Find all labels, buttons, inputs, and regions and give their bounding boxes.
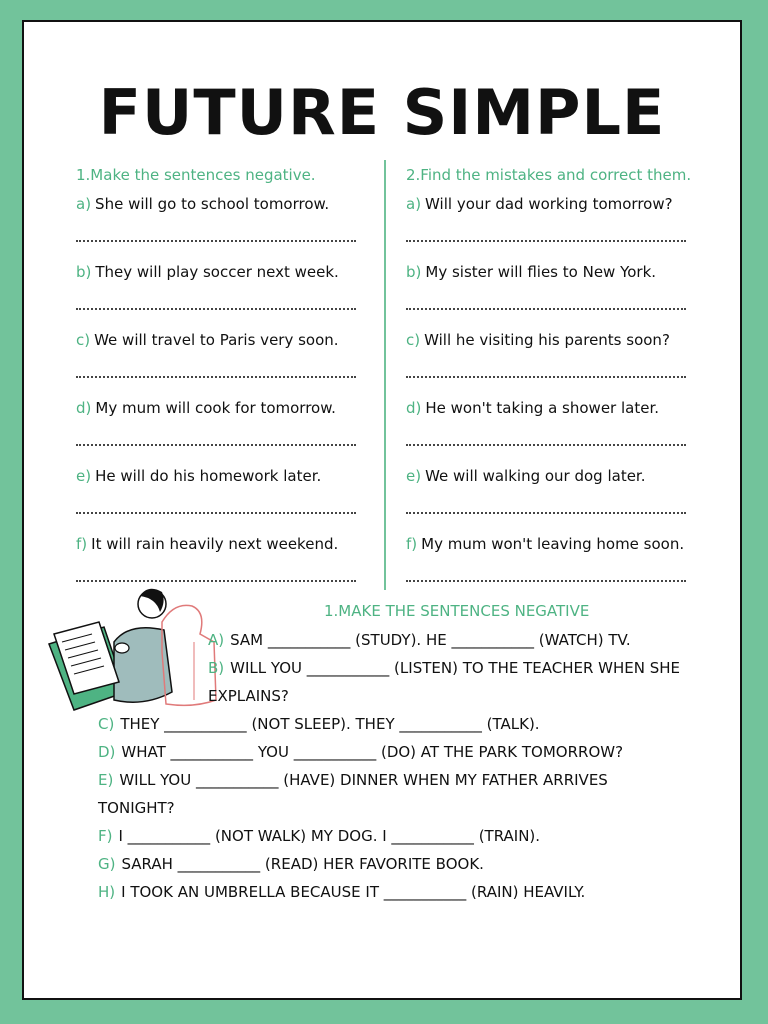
item-text: My mum won't leaving home soon. [421, 535, 685, 553]
exercise-line [98, 766, 718, 794]
item-letter: f) [406, 535, 418, 553]
exercise-line [98, 850, 718, 878]
exercise-item [76, 466, 366, 514]
item-text: We will walking our dog later. [425, 467, 646, 485]
item-text: WHAT ___________ YOU ___________ (DO) AT THE PARK TOMORROW? [121, 743, 624, 761]
section-heading: 1.Make the sentences negative. [76, 166, 316, 184]
exercise-line [98, 626, 718, 654]
item-letter: e) [76, 467, 92, 485]
section-heading: 1.MAKE THE SENTENCES NEGATIVE [324, 602, 590, 620]
exercise-item [406, 194, 696, 242]
answer-line[interactable] [76, 308, 356, 310]
fill-in-exercise [98, 626, 718, 906]
exercise-item [76, 194, 366, 242]
exercise-line [98, 682, 718, 710]
answer-line[interactable] [406, 240, 686, 242]
answer-line[interactable] [76, 444, 356, 446]
item-text: THEY ___________ (NOT SLEEP). THEY ___________ (TALK). [120, 715, 540, 733]
exercise-line [98, 822, 718, 850]
item-text: My mum will cook for tomorrow. [95, 399, 336, 417]
answer-line[interactable] [76, 376, 356, 378]
item-letter: f) [76, 535, 88, 553]
exercise-line [98, 710, 718, 738]
item-letter: H) [98, 883, 116, 901]
page-title: FUTURE SIMPLE [98, 76, 666, 149]
item-letter: b) [76, 263, 92, 281]
section-make-negative [76, 160, 366, 602]
item-text: SARAH ___________ (READ) HER FAVORITE BOOK. [121, 855, 484, 873]
exercise-item [76, 398, 366, 446]
answer-line[interactable] [76, 240, 356, 242]
section-find-mistakes [406, 160, 696, 602]
exercise-item [406, 330, 696, 378]
item-text: My sister will flies to New York. [425, 263, 657, 281]
item-letter: a) [76, 195, 92, 213]
exercise-item [76, 330, 366, 378]
exercise-item [76, 534, 366, 582]
item-letter: a) [406, 195, 422, 213]
answer-line[interactable] [76, 512, 356, 514]
item-text: SAM ___________ (STUDY). HE ___________ (WATCH) TV. [230, 631, 631, 649]
item-letter: G) [98, 855, 116, 873]
item-letter: F) [98, 827, 113, 845]
item-text: She will go to school tomorrow. [95, 195, 330, 213]
item-letter: B) [208, 659, 225, 677]
exercise-line [98, 794, 718, 822]
item-text: Will he visiting his parents soon? [424, 331, 670, 349]
exercise-item [406, 466, 696, 514]
answer-line[interactable] [406, 444, 686, 446]
item-text: It will rain heavily next weekend. [91, 535, 339, 553]
answer-line[interactable] [406, 580, 686, 582]
worksheet [22, 20, 742, 1000]
item-letter: E) [98, 771, 114, 789]
item-letter: C) [98, 715, 115, 733]
item-text: WILL YOU ___________ (LISTEN) TO THE TEACHER WHEN SHE [230, 659, 681, 677]
item-letter: c) [76, 331, 91, 349]
column-divider [384, 160, 386, 590]
exercise-item [406, 398, 696, 446]
item-text: WILL YOU ___________ (HAVE) DINNER WHEN MY FATHER ARRIVES [119, 771, 608, 789]
item-letter: d) [76, 399, 92, 417]
answer-line[interactable] [406, 512, 686, 514]
exercise-item [406, 262, 696, 310]
section-heading: 2.Find the mistakes and correct them. [406, 166, 692, 184]
item-text: I TOOK AN UMBRELLA BECAUSE IT ___________ (RAIN) HEAVILY. [121, 883, 586, 901]
exercise-line [98, 654, 718, 682]
item-text: He won't taking a shower later. [425, 399, 660, 417]
item-letter: d) [406, 399, 422, 417]
item-text: I ___________ (NOT WALK) MY DOG. I ___________ (TRAIN). [118, 827, 541, 845]
answer-line[interactable] [406, 308, 686, 310]
item-letter: A) [208, 631, 225, 649]
item-text: We will travel to Paris very soon. [94, 331, 339, 349]
exercise-line [98, 738, 718, 766]
item-letter: b) [406, 263, 422, 281]
item-text: Will your dad working tomorrow? [425, 195, 673, 213]
exercise-line [98, 878, 718, 906]
exercise-item [406, 534, 696, 582]
item-text: EXPLAINS? [208, 687, 289, 705]
item-letter: e) [406, 467, 422, 485]
item-letter: c) [406, 331, 421, 349]
exercise-item [76, 262, 366, 310]
item-letter: D) [98, 743, 116, 761]
item-text: TONIGHT? [98, 799, 175, 817]
answer-line[interactable] [406, 376, 686, 378]
item-text: They will play soccer next week. [95, 263, 339, 281]
item-text: He will do his homework later. [95, 467, 322, 485]
